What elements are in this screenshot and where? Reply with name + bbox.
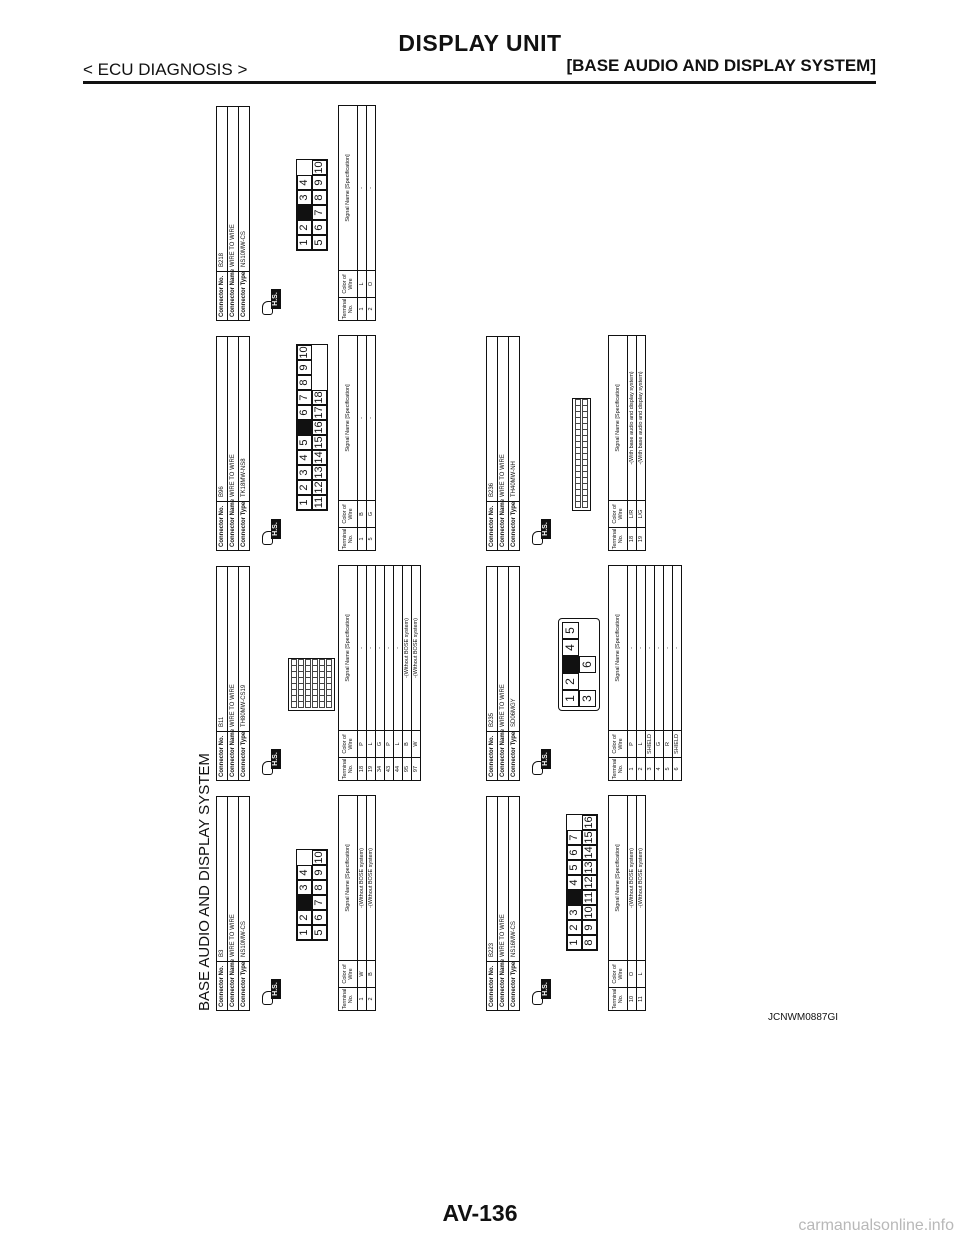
table-cell: 1 (358, 987, 366, 1010)
table-cell: 5 (664, 757, 672, 780)
pin-cell: 15 (313, 436, 325, 449)
table-cell: B (403, 730, 411, 757)
table-row (402, 566, 411, 780)
connector-info-table (486, 336, 520, 551)
pin-cell: 10 (298, 346, 310, 359)
table-row (636, 566, 645, 780)
pin-cell: 2 (297, 480, 312, 495)
section-title: BASE AUDIO AND DISPLAY SYSTEM (196, 753, 213, 1011)
table-cell: O (628, 960, 636, 987)
table-cell: -(Without BOSE system) (359, 848, 365, 908)
col-color-of-wire: Color of Wire (609, 960, 627, 987)
col-color-of-wire: Color of Wire (339, 730, 357, 757)
hs-label: H.S. (541, 749, 551, 769)
pin-cell: 2 (562, 673, 579, 690)
info-value: B236 (489, 482, 495, 497)
info-value: WIRE TO WIRE (230, 684, 236, 727)
pin-cell: 4 (562, 639, 579, 656)
col-color-of-wire: Color of Wire (609, 730, 627, 757)
connector-face (296, 344, 328, 511)
table-cell: 2 (367, 987, 375, 1010)
table-cell: L/R (628, 500, 636, 527)
multi-pin-connector-icon (572, 398, 591, 511)
table-cell: 18 (358, 757, 366, 780)
table-cell: - (386, 647, 392, 649)
pin-cell: 14 (313, 451, 325, 464)
table-row (375, 566, 384, 780)
info-value: B96 (219, 486, 225, 497)
table-cell: B (358, 500, 366, 527)
pin-cell: 14 (583, 846, 595, 859)
connector-info-table (216, 566, 250, 781)
connector-info-table (216, 336, 250, 551)
connector-panel (216, 796, 476, 1011)
table-row (672, 566, 681, 780)
info-label: Connector No. (487, 501, 497, 550)
table-row (366, 796, 375, 1010)
table-cell: 19 (367, 757, 375, 780)
connector-panel (216, 336, 476, 551)
pin-cell: 5 (562, 622, 579, 639)
table-cell: - (395, 647, 401, 649)
table-row (636, 336, 645, 550)
table-cell: - (368, 417, 374, 419)
table-cell: B (367, 960, 375, 987)
connector-info-table (216, 106, 250, 321)
pin-cell: 2 (297, 220, 312, 235)
table-cell: 10 (628, 987, 636, 1010)
connector-info-table (216, 796, 250, 1011)
table-cell: L (367, 730, 375, 757)
table-cell: 1 (358, 527, 366, 550)
info-value: NS10MW-CS (241, 231, 247, 267)
terminal-table (338, 335, 376, 551)
connector-face (558, 618, 600, 711)
connector-panel (486, 566, 746, 781)
pin-cell: 2 (297, 910, 312, 925)
pin-cell: 6 (567, 845, 582, 860)
table-row (645, 566, 654, 780)
col-color-of-wire: Color of Wire (609, 500, 627, 527)
pin-cell (297, 205, 312, 220)
table-cell: - (368, 647, 374, 649)
pin-cell: 8 (297, 375, 312, 390)
info-value: NS16MW-CS (511, 921, 517, 957)
info-value: B223 (489, 942, 495, 957)
hs-label: H.S. (271, 289, 281, 309)
system-label: [BASE AUDIO AND DISPLAY SYSTEM] (566, 56, 876, 75)
pin-cell: 3 (297, 190, 312, 205)
table-cell: 97 (412, 757, 420, 780)
terminal-table (608, 335, 646, 551)
info-label: Connector Name (498, 731, 508, 780)
table-cell: - (359, 417, 365, 419)
info-value: B218 (219, 252, 225, 267)
info-label: Connector Name (228, 961, 238, 1010)
table-cell: -(With base audio and display system) (638, 371, 644, 465)
table-row (628, 796, 636, 1010)
info-value: NS10MW-CS (241, 921, 247, 957)
table-cell: - (656, 647, 662, 649)
pin-cell: 2 (567, 920, 582, 935)
connector-panel (216, 566, 476, 781)
col-signal-name: Signal Name [Specification] (615, 384, 621, 452)
table-row (366, 106, 375, 320)
pin-cell: 6 (297, 405, 312, 420)
table-cell: 2 (367, 297, 375, 320)
pin-cell: 10 (313, 851, 325, 864)
pin-cell: 6 (579, 656, 596, 673)
table-cell: L (358, 270, 366, 297)
table-cell: W (358, 960, 366, 987)
col-color-of-wire: Color of Wire (339, 960, 357, 987)
info-label: Connector No. (487, 731, 497, 780)
col-signal-name: Signal Name [Specification] (615, 844, 621, 912)
table-cell: O (367, 270, 375, 297)
table-cell: P (385, 730, 393, 757)
pin-cell: 3 (579, 690, 596, 707)
table-cell: P (628, 730, 636, 757)
hs-label: H.S. (271, 979, 281, 999)
page-title: DISPLAY UNIT (398, 30, 562, 56)
pin-cell: 4 (297, 450, 312, 465)
hs-label: H.S. (271, 519, 281, 539)
harness-side-icon (532, 749, 552, 777)
info-label: Connector Type (509, 501, 519, 550)
table-row (366, 336, 375, 550)
table-cell: 3 (646, 757, 654, 780)
table-cell: - (665, 647, 671, 649)
info-label: Connector Name (228, 731, 238, 780)
table-cell: - (359, 647, 365, 649)
pin-cell: 16 (313, 421, 325, 434)
section-breadcrumb: < ECU DIAGNOSIS > (83, 60, 248, 79)
info-value: B11 (219, 716, 225, 727)
table-cell: 4 (655, 757, 663, 780)
pin-cell: 1 (562, 690, 579, 707)
col-terminal-no: Terminal No. (339, 297, 357, 320)
info-label: Connector No. (217, 961, 227, 1010)
header-divider (83, 81, 876, 84)
info-value: WIRE TO WIRE (230, 224, 236, 267)
pin-cell: 3 (297, 465, 312, 480)
figure-code: JCNWM0887GI (768, 1012, 839, 1023)
info-label: Connector Name (228, 271, 238, 320)
hs-label: H.S. (271, 749, 281, 769)
hs-label: H.S. (541, 519, 551, 539)
table-cell: -(Without BOSE system) (629, 848, 635, 908)
info-value: WIRE TO WIRE (500, 684, 506, 727)
table-cell: 1 (358, 297, 366, 320)
pin-cell (579, 673, 596, 690)
pin-cell: 10 (583, 906, 595, 919)
table-cell: -(Without BOSE system) (413, 618, 419, 678)
table-cell: W (412, 730, 420, 757)
pin-cell: 11 (313, 496, 325, 509)
table-cell: L (637, 960, 645, 987)
table-row (411, 566, 420, 780)
table-cell: - (674, 647, 680, 649)
pin-cell: 17 (313, 406, 325, 419)
table-cell: - (647, 647, 653, 649)
harness-side-icon (262, 749, 282, 777)
pin-cell: 6 (312, 910, 327, 925)
pin-cell: 4 (567, 875, 582, 890)
info-label: Connector No. (217, 731, 227, 780)
pin-cell: 9 (582, 920, 597, 935)
hs-label: H.S. (541, 979, 551, 999)
info-label: Connector Type (509, 731, 519, 780)
table-cell: SHIELD (673, 730, 681, 757)
pin-cell: 9 (312, 175, 327, 190)
table-row (358, 106, 366, 320)
connector-face (296, 849, 328, 941)
pin-cell: 18 (313, 391, 325, 404)
info-value: WIRE TO WIRE (230, 914, 236, 957)
table-cell: R (664, 730, 672, 757)
table-cell: - (368, 187, 374, 189)
table-cell: 2 (637, 757, 645, 780)
table-cell: 34 (376, 757, 384, 780)
table-cell: - (359, 187, 365, 189)
table-cell: -(With base audio and display system) (629, 371, 635, 465)
pin-cell: 5 (297, 435, 312, 450)
col-terminal-no: Terminal No. (339, 757, 357, 780)
table-cell: G (655, 730, 663, 757)
pin-cell: 8 (312, 190, 327, 205)
info-label: Connector Type (239, 271, 249, 320)
info-value: B235 (489, 712, 495, 727)
info-label: Connector Name (228, 501, 238, 550)
info-value: TK18MW-NS8 (241, 458, 247, 497)
harness-side-icon (532, 519, 552, 547)
table-cell: 6 (673, 757, 681, 780)
terminal-table (608, 795, 646, 1011)
pin-cell: 12 (583, 876, 595, 889)
table-cell: - (377, 647, 383, 649)
pin-cell: 9 (312, 865, 327, 880)
pin-cell (297, 420, 312, 435)
harness-side-icon (262, 979, 282, 1007)
table-cell: 1 (628, 757, 636, 780)
table-cell: G (367, 500, 375, 527)
table-cell: L (637, 730, 645, 757)
pin-cell: 1 (567, 935, 582, 950)
info-label: Connector Type (239, 731, 249, 780)
pin-cell: 13 (313, 466, 325, 479)
harness-side-icon (262, 519, 282, 547)
table-cell: - (638, 647, 644, 649)
table-row (358, 336, 366, 550)
table-cell: 44 (394, 757, 402, 780)
pin-cell: 7 (312, 895, 327, 910)
info-value: B3 (219, 949, 225, 957)
pin-cell: 8 (582, 935, 597, 950)
table-row (636, 796, 645, 1010)
col-signal-name: Signal Name [Specification] (345, 614, 351, 682)
table-cell: L (394, 730, 402, 757)
pin-cell: 1 (297, 495, 312, 510)
table-cell: G (376, 730, 384, 757)
col-terminal-no: Terminal No. (339, 527, 357, 550)
connector-diagram (196, 101, 721, 1011)
connector-face (296, 159, 328, 251)
table-cell: - (629, 647, 635, 649)
pin-cell: 13 (583, 861, 595, 874)
info-label: Connector Type (239, 961, 249, 1010)
harness-side-icon (532, 979, 552, 1007)
info-value: SD06MGY (511, 698, 517, 727)
col-signal-name: Signal Name [Specification] (345, 154, 351, 222)
pin-cell: 3 (297, 880, 312, 895)
col-color-of-wire: Color of Wire (339, 270, 357, 297)
table-row (628, 566, 636, 780)
col-signal-name: Signal Name [Specification] (615, 614, 621, 682)
table-cell: 95 (403, 757, 411, 780)
pin-cell (567, 890, 582, 905)
connector-face (566, 814, 598, 951)
multi-pin-connector-icon (288, 658, 335, 711)
pin-cell: 8 (312, 880, 327, 895)
col-signal-name: Signal Name [Specification] (345, 844, 351, 912)
table-cell: 43 (385, 757, 393, 780)
table-cell: 19 (637, 527, 645, 550)
connector-info-table (486, 566, 520, 781)
pin-cell: 16 (583, 816, 595, 829)
info-value: WIRE TO WIRE (500, 454, 506, 497)
table-row (628, 336, 636, 550)
page-number: AV-136 (442, 1200, 518, 1226)
pin-cell: 5 (567, 860, 582, 875)
pin-cell: 6 (312, 220, 327, 235)
table-cell: SHIELD (646, 730, 654, 757)
table-cell: -(Without BOSE system) (638, 848, 644, 908)
table-row (384, 566, 393, 780)
watermark: carmanualsonline.info (798, 1217, 954, 1234)
pin-cell: 7 (297, 390, 312, 405)
terminal-table (338, 565, 421, 781)
info-label: Connector Type (509, 961, 519, 1010)
col-terminal-no: Terminal No. (609, 527, 627, 550)
pin-cell: 7 (567, 830, 582, 845)
connector-panel (486, 336, 746, 551)
pin-cell (562, 656, 579, 673)
info-label: Connector No. (487, 961, 497, 1010)
terminal-table (338, 105, 376, 321)
info-label: Connector Name (498, 501, 508, 550)
col-signal-name: Signal Name [Specification] (345, 384, 351, 452)
table-cell: P (358, 730, 366, 757)
table-row (358, 566, 366, 780)
col-terminal-no: Terminal No. (609, 987, 627, 1010)
table-cell: -(Without BOSE system) (404, 618, 410, 678)
info-value: TH40MW-NH (511, 461, 517, 497)
terminal-table (338, 795, 376, 1011)
pin-cell: 4 (297, 175, 312, 190)
col-terminal-no: Terminal No. (339, 987, 357, 1010)
pin-cell: 5 (312, 235, 327, 250)
table-row (663, 566, 672, 780)
pin-cell: 3 (567, 905, 582, 920)
connector-panel (486, 796, 746, 1011)
pin-cell: 1 (297, 235, 312, 250)
pin-cell: 1 (297, 925, 312, 940)
pin-cell: 7 (312, 205, 327, 220)
pin-cell: 10 (313, 161, 325, 174)
pin-cell: 5 (312, 925, 327, 940)
info-value: WIRE TO WIRE (230, 454, 236, 497)
info-value: TH80MW-CS19 (241, 684, 247, 727)
table-row (393, 566, 402, 780)
table-cell: 11 (637, 987, 645, 1010)
col-terminal-no: Terminal No. (609, 757, 627, 780)
pin-cell: 12 (313, 481, 325, 494)
table-row (358, 796, 366, 1010)
pin-cell: 11 (583, 891, 595, 904)
info-label: Connector No. (217, 501, 227, 550)
harness-side-icon (262, 289, 282, 317)
table-cell: 18 (628, 527, 636, 550)
table-cell: 5 (367, 527, 375, 550)
info-label: Connector No. (217, 271, 227, 320)
table-cell: L/G (637, 500, 645, 527)
pin-cell: 9 (297, 360, 312, 375)
info-label: Connector Type (239, 501, 249, 550)
table-row (654, 566, 663, 780)
pin-cell (297, 895, 312, 910)
connector-panel (216, 106, 476, 321)
table-row (366, 566, 375, 780)
info-label: Connector Name (498, 961, 508, 1010)
table-cell: -(Without BOSE system) (368, 848, 374, 908)
info-value: WIRE TO WIRE (500, 914, 506, 957)
col-color-of-wire: Color of Wire (339, 500, 357, 527)
pin-cell: 4 (297, 865, 312, 880)
pin-cell: 15 (583, 831, 595, 844)
terminal-table (608, 565, 682, 781)
connector-info-table (486, 796, 520, 1011)
